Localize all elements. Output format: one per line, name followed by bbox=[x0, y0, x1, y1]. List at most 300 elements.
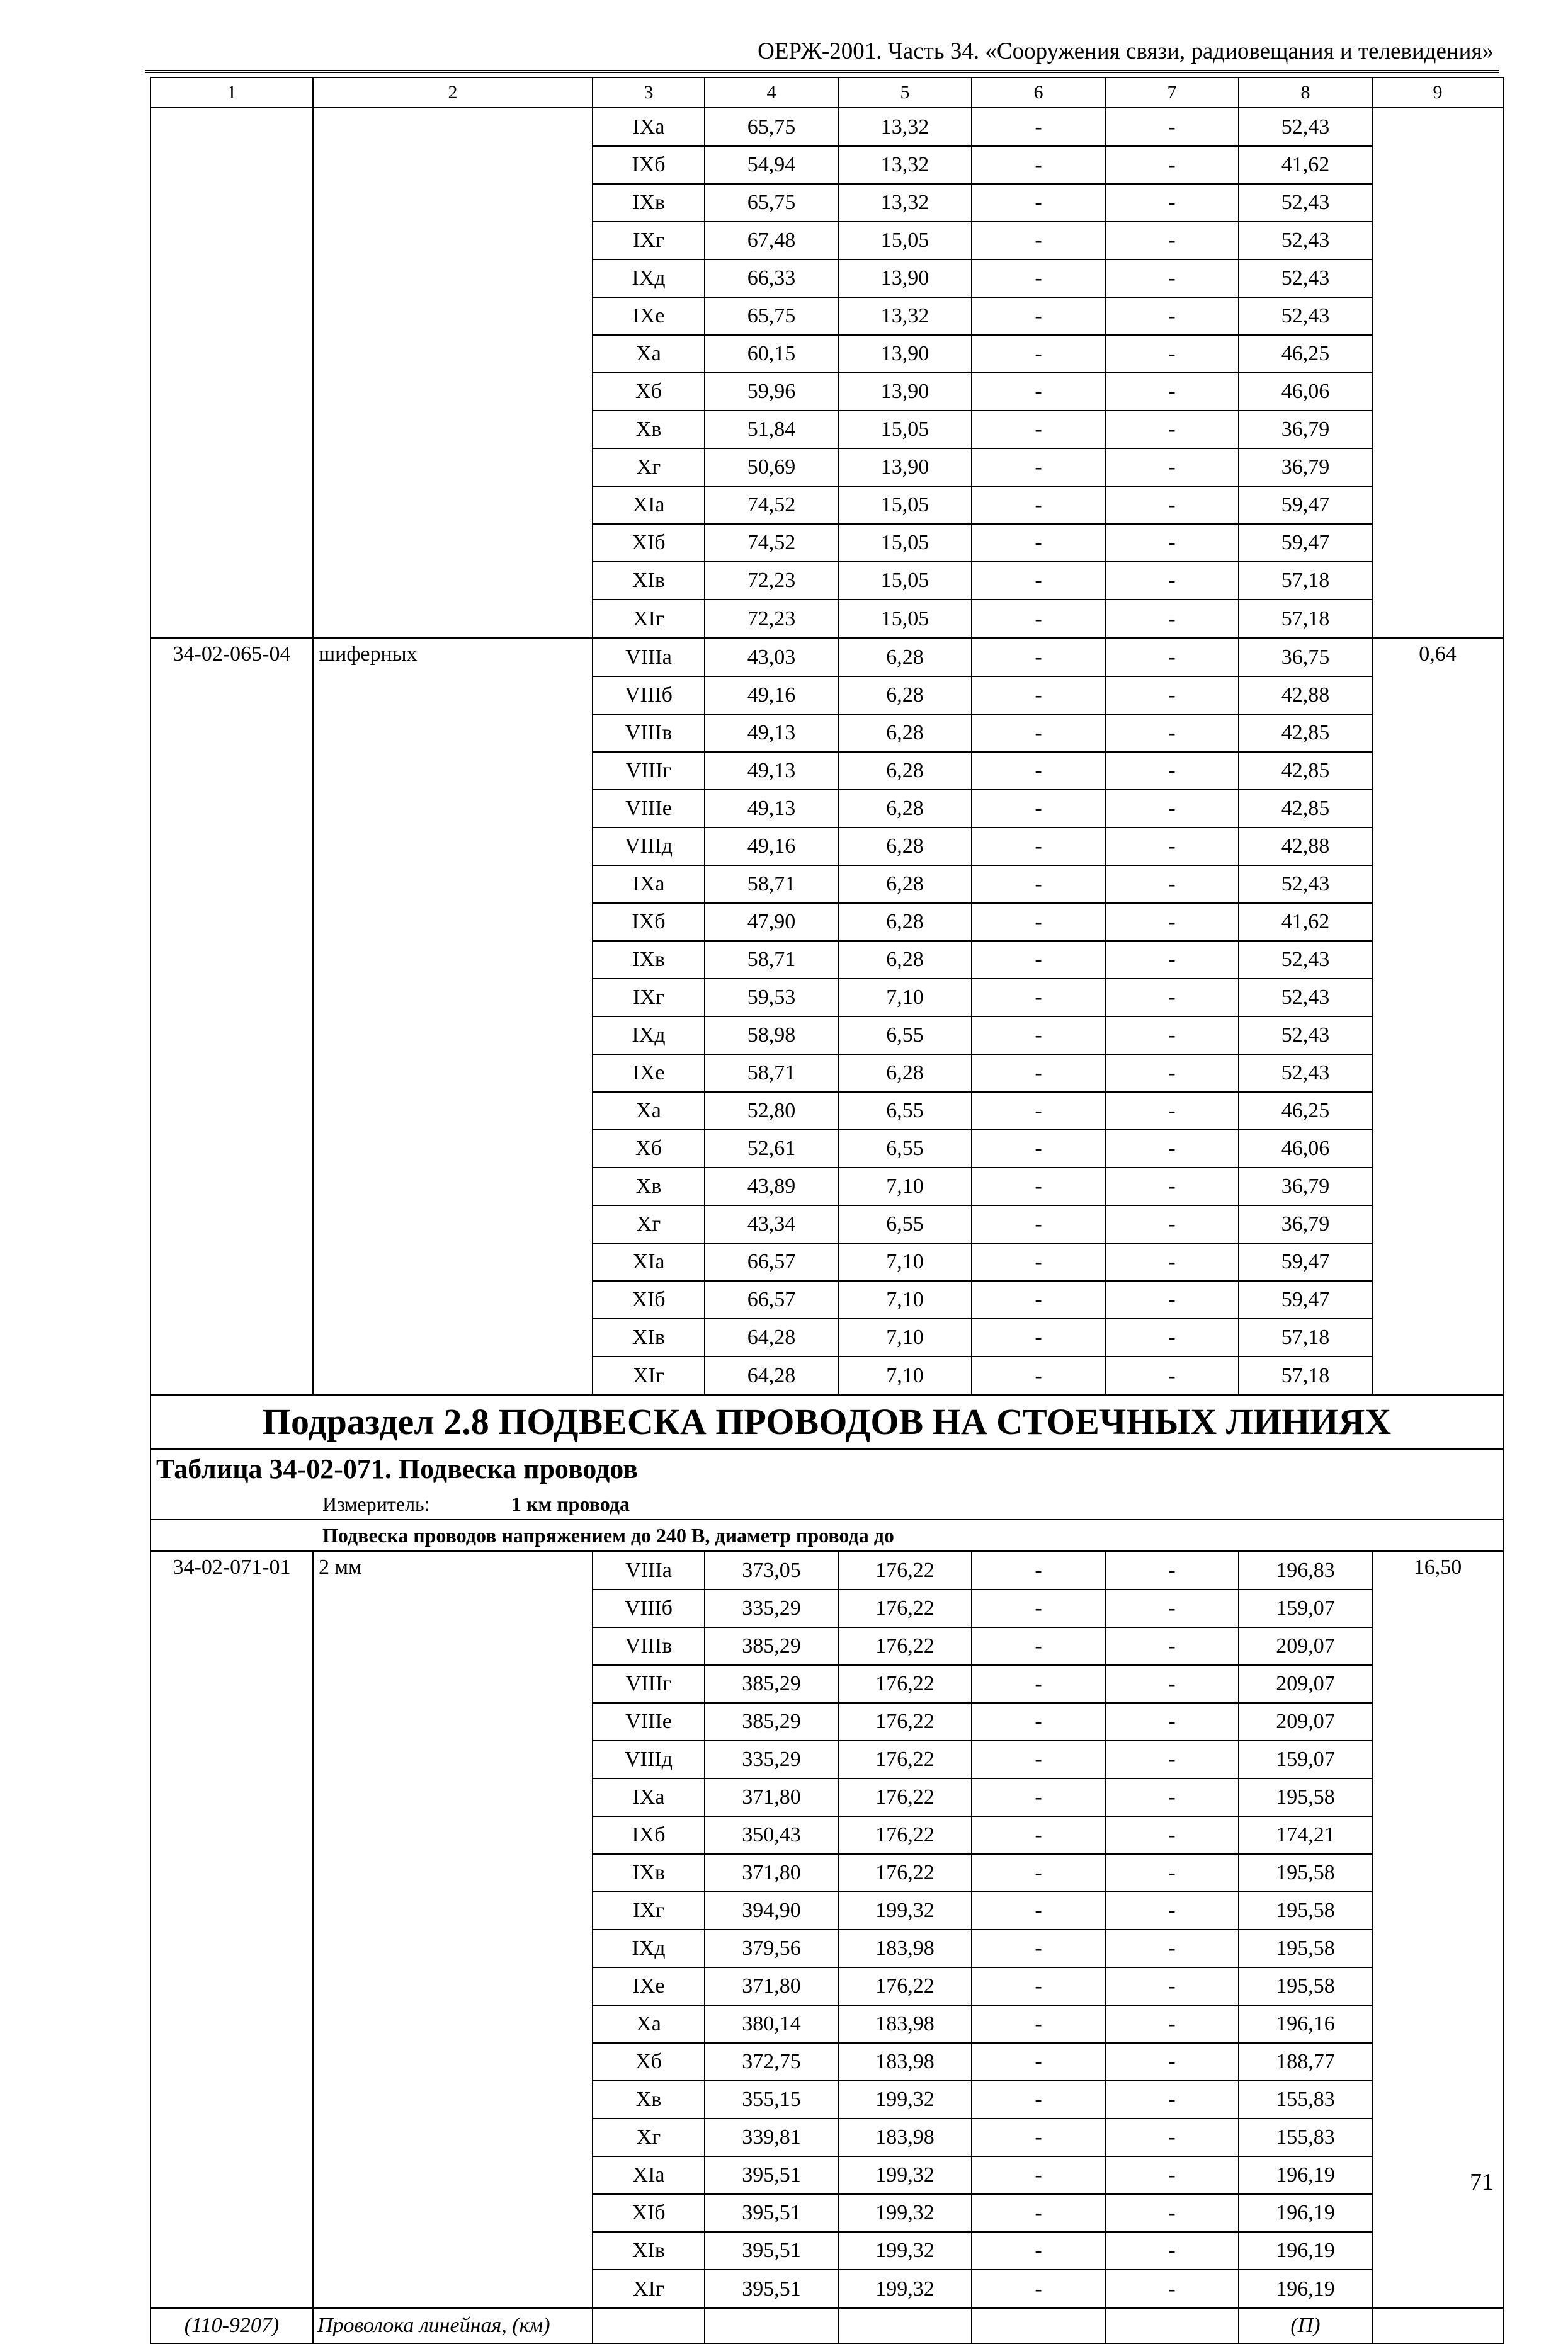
value-cell: 6,28 bbox=[838, 903, 972, 941]
value-cell: IXв bbox=[593, 941, 705, 979]
value-cell: - bbox=[1105, 1092, 1239, 1130]
value-cell: 196,16 bbox=[1239, 2005, 1372, 2043]
col9-cell bbox=[1372, 448, 1503, 486]
col9-cell bbox=[1372, 1741, 1503, 1778]
value-cell: 59,47 bbox=[1239, 486, 1372, 524]
value-cell: - bbox=[1105, 714, 1239, 752]
name-cell bbox=[313, 714, 593, 752]
value-cell: IXд bbox=[593, 259, 705, 297]
table-row bbox=[151, 2005, 1503, 2043]
value-cell: - bbox=[972, 108, 1105, 146]
value-cell: XIа bbox=[593, 1243, 705, 1281]
table-row bbox=[151, 828, 1503, 865]
name-cell bbox=[313, 676, 593, 714]
value-cell: 380,14 bbox=[705, 2005, 838, 2043]
value-cell: - bbox=[972, 903, 1105, 941]
code-cell bbox=[151, 865, 313, 903]
value-cell: IXд bbox=[593, 1016, 705, 1054]
value-cell: - bbox=[972, 297, 1105, 335]
value-cell: VIIIв bbox=[593, 714, 705, 752]
value-cell: 176,22 bbox=[838, 1816, 972, 1854]
subsection-row bbox=[151, 1395, 1503, 1449]
name-cell bbox=[313, 865, 593, 903]
column-number-row bbox=[151, 77, 1503, 108]
name-cell bbox=[313, 1205, 593, 1243]
value-cell: 58,98 bbox=[705, 1016, 838, 1054]
value-cell: - bbox=[972, 335, 1105, 373]
value-cell: - bbox=[972, 1016, 1105, 1054]
value-cell: Xа bbox=[593, 1092, 705, 1130]
value-cell: 66,57 bbox=[705, 1281, 838, 1319]
value-cell: 6,28 bbox=[838, 828, 972, 865]
name-cell bbox=[313, 524, 593, 562]
value-cell: Xг bbox=[593, 448, 705, 486]
section-desc: Подвеска проводов напряжением до 240 В, диаметр провода до bbox=[322, 1524, 894, 1547]
value-cell: - bbox=[972, 2194, 1105, 2232]
value-cell: 60,15 bbox=[705, 335, 838, 373]
col9-cell bbox=[1372, 1092, 1503, 1130]
code-cell bbox=[151, 108, 313, 146]
code-cell bbox=[151, 1205, 313, 1243]
value-cell: - bbox=[1105, 1281, 1239, 1319]
col9-cell bbox=[1372, 259, 1503, 297]
value-cell: - bbox=[972, 1130, 1105, 1168]
name-cell bbox=[313, 146, 593, 184]
value-cell: 335,29 bbox=[705, 1590, 838, 1627]
col9-cell bbox=[1372, 146, 1503, 184]
value-cell: 7,10 bbox=[838, 1243, 972, 1281]
value-cell: - bbox=[972, 1741, 1105, 1778]
col9-cell bbox=[1372, 979, 1503, 1016]
value-cell: - bbox=[972, 790, 1105, 828]
value-cell: - bbox=[972, 222, 1105, 259]
name-cell bbox=[313, 1703, 593, 1741]
name-cell bbox=[313, 2270, 593, 2308]
value-cell: - bbox=[972, 1967, 1105, 2005]
col9-cell bbox=[1372, 1281, 1503, 1319]
value-cell: 395,51 bbox=[705, 2194, 838, 2232]
name-cell bbox=[313, 2194, 593, 2232]
value-cell: - bbox=[972, 486, 1105, 524]
value-cell: 36,79 bbox=[1239, 1168, 1372, 1205]
value-cell: - bbox=[972, 1281, 1105, 1319]
value-cell: - bbox=[972, 1054, 1105, 1092]
value-cell: 155,83 bbox=[1239, 2119, 1372, 2156]
value-cell: 52,43 bbox=[1239, 1016, 1372, 1054]
value-cell: - bbox=[972, 2081, 1105, 2119]
value-cell: - bbox=[1105, 2081, 1239, 2119]
value-cell: IXа bbox=[593, 865, 705, 903]
value-cell: - bbox=[972, 1092, 1105, 1130]
value-cell: IXе bbox=[593, 1054, 705, 1092]
table-row bbox=[151, 1357, 1503, 1395]
table-row bbox=[151, 1816, 1503, 1854]
col9-cell bbox=[1372, 1703, 1503, 1741]
value-cell: 66,57 bbox=[705, 1243, 838, 1281]
col9-cell bbox=[1372, 297, 1503, 335]
value-cell: 7,10 bbox=[838, 1168, 972, 1205]
value-cell: VIIIд bbox=[593, 1741, 705, 1778]
code-cell: 34-02-065-04 bbox=[151, 638, 313, 676]
table-row bbox=[151, 2081, 1503, 2119]
value-cell: - bbox=[972, 524, 1105, 562]
value-cell: 6,28 bbox=[838, 676, 972, 714]
value-cell: 13,32 bbox=[838, 297, 972, 335]
value-cell: 59,47 bbox=[1239, 1281, 1372, 1319]
value-cell: VIIIг bbox=[593, 752, 705, 790]
col9-cell bbox=[1372, 2119, 1503, 2156]
code-cell bbox=[151, 373, 313, 411]
col9-cell bbox=[1372, 903, 1503, 941]
value-cell: 176,22 bbox=[838, 1741, 972, 1778]
value-cell: - bbox=[972, 979, 1105, 1016]
value-cell: - bbox=[1105, 1665, 1239, 1703]
value-cell: 385,29 bbox=[705, 1665, 838, 1703]
value-cell: - bbox=[972, 146, 1105, 184]
value-cell: 6,28 bbox=[838, 865, 972, 903]
value-cell: 373,05 bbox=[705, 1551, 838, 1590]
value-cell: 59,96 bbox=[705, 373, 838, 411]
name-cell bbox=[313, 600, 593, 638]
code-cell bbox=[151, 1054, 313, 1092]
value-cell: - bbox=[1105, 1967, 1239, 2005]
code-cell bbox=[151, 714, 313, 752]
value-cell: XIв bbox=[593, 1319, 705, 1357]
table-row bbox=[151, 562, 1503, 600]
value-cell: 196,19 bbox=[1239, 2194, 1372, 2232]
col9-cell bbox=[1372, 676, 1503, 714]
value-cell: 379,56 bbox=[705, 1930, 838, 1967]
col9-cell bbox=[1372, 1892, 1503, 1930]
value-cell: Xв bbox=[593, 2081, 705, 2119]
code-cell bbox=[151, 562, 313, 600]
col9-cell bbox=[1372, 1168, 1503, 1205]
value-cell: - bbox=[1105, 600, 1239, 638]
name-cell bbox=[313, 1816, 593, 1854]
value-cell: 176,22 bbox=[838, 1703, 972, 1741]
column-number: 5 bbox=[838, 77, 972, 108]
col9-cell: 0,64 bbox=[1372, 638, 1503, 676]
value-cell: 6,28 bbox=[838, 790, 972, 828]
value-cell: 209,07 bbox=[1239, 1665, 1372, 1703]
value-cell: - bbox=[972, 2270, 1105, 2308]
table-row bbox=[151, 1281, 1503, 1319]
value-cell: - bbox=[972, 1168, 1105, 1205]
code-cell bbox=[151, 941, 313, 979]
column-number: 9 bbox=[1372, 77, 1503, 108]
value-cell: 176,22 bbox=[838, 1551, 972, 1590]
value-cell: 36,75 bbox=[1239, 638, 1372, 676]
header-title: ОЕРЖ-2001. Часть 34. «Сооружения связи, радиовещания и телевидения» bbox=[758, 38, 1494, 64]
value-cell: - bbox=[972, 2119, 1105, 2156]
name-cell bbox=[313, 941, 593, 979]
code-cell bbox=[151, 146, 313, 184]
table-row bbox=[151, 2119, 1503, 2156]
value-cell: - bbox=[1105, 638, 1239, 676]
value-cell: 58,71 bbox=[705, 865, 838, 903]
col9-cell bbox=[1372, 865, 1503, 903]
table-title: Таблица 34-02-071. Подвеска проводов bbox=[151, 1449, 1503, 1489]
name-cell bbox=[313, 1590, 593, 1627]
col9-cell bbox=[1372, 1054, 1503, 1092]
table-title-row bbox=[151, 1449, 1503, 1489]
measure-row bbox=[151, 1489, 1503, 1520]
value-cell: 52,61 bbox=[705, 1130, 838, 1168]
value-cell: - bbox=[1105, 1854, 1239, 1892]
name-cell: шиферных bbox=[313, 638, 593, 676]
value-cell: XIв bbox=[593, 562, 705, 600]
table-row bbox=[151, 1627, 1503, 1665]
col9-cell bbox=[1372, 1130, 1503, 1168]
value-cell: 176,22 bbox=[838, 1778, 972, 1816]
table-row bbox=[151, 259, 1503, 297]
value-cell: 7,10 bbox=[838, 979, 972, 1016]
code-cell bbox=[151, 411, 313, 448]
col9-cell bbox=[1372, 1967, 1503, 2005]
col9-cell bbox=[1372, 600, 1503, 638]
value-cell: VIIIе bbox=[593, 1703, 705, 1741]
name-cell bbox=[313, 2043, 593, 2081]
code-cell bbox=[151, 1590, 313, 1627]
value-cell: - bbox=[1105, 2232, 1239, 2270]
name-cell bbox=[313, 1054, 593, 1092]
value-cell: - bbox=[972, 1778, 1105, 1816]
col9-cell bbox=[1372, 2194, 1503, 2232]
value-cell: - bbox=[1105, 222, 1239, 259]
value-cell: - bbox=[972, 941, 1105, 979]
value-cell: - bbox=[1105, 1551, 1239, 1590]
value-cell: 183,98 bbox=[838, 2043, 972, 2081]
value-cell: 176,22 bbox=[838, 1967, 972, 2005]
value-cell: - bbox=[972, 448, 1105, 486]
value-cell: 65,75 bbox=[705, 184, 838, 222]
col9-cell bbox=[1372, 108, 1503, 146]
value-cell: IXг bbox=[593, 222, 705, 259]
value-cell: 52,43 bbox=[1239, 222, 1372, 259]
value-cell: 59,53 bbox=[705, 979, 838, 1016]
name-cell bbox=[313, 752, 593, 790]
value-cell: - bbox=[972, 2005, 1105, 2043]
col9-cell bbox=[1372, 1778, 1503, 1816]
value-cell: - bbox=[1105, 486, 1239, 524]
value-cell: 195,58 bbox=[1239, 1854, 1372, 1892]
value-cell: - bbox=[1105, 297, 1239, 335]
col9-cell bbox=[1372, 373, 1503, 411]
value-cell: 57,18 bbox=[1239, 1357, 1372, 1395]
name-cell bbox=[313, 979, 593, 1016]
value-cell: 209,07 bbox=[1239, 1703, 1372, 1741]
value-cell: 52,80 bbox=[705, 1092, 838, 1130]
col9-cell bbox=[1372, 714, 1503, 752]
value-cell: Xг bbox=[593, 2119, 705, 2156]
value-cell: 6,55 bbox=[838, 1092, 972, 1130]
value-cell: 371,80 bbox=[705, 1778, 838, 1816]
value-cell: - bbox=[1105, 1319, 1239, 1357]
col9-cell bbox=[1372, 1016, 1503, 1054]
value-cell: 6,28 bbox=[838, 752, 972, 790]
value-cell: 15,05 bbox=[838, 562, 972, 600]
value-cell: XIа bbox=[593, 486, 705, 524]
value-cell: 15,05 bbox=[838, 486, 972, 524]
code-cell bbox=[151, 2119, 313, 2156]
value-cell: - bbox=[972, 411, 1105, 448]
code-cell: 34-02-071-01 bbox=[151, 1551, 313, 1590]
col9-cell bbox=[1372, 335, 1503, 373]
code-cell bbox=[151, 1016, 313, 1054]
value-cell: 6,55 bbox=[838, 1130, 972, 1168]
value-cell: 159,07 bbox=[1239, 1590, 1372, 1627]
value-cell: 385,29 bbox=[705, 1627, 838, 1665]
value-cell: - bbox=[972, 1816, 1105, 1854]
value-cell: 196,19 bbox=[1239, 2232, 1372, 2270]
name-cell: 2 мм bbox=[313, 1551, 593, 1590]
col9-cell bbox=[1372, 1319, 1503, 1357]
value-cell: 199,32 bbox=[838, 2232, 972, 2270]
col9-cell bbox=[1372, 562, 1503, 600]
value-cell: 52,43 bbox=[1239, 979, 1372, 1016]
value-cell: IXг bbox=[593, 979, 705, 1016]
value-cell: 57,18 bbox=[1239, 1319, 1372, 1357]
value-cell: - bbox=[972, 1703, 1105, 1741]
name-cell bbox=[313, 486, 593, 524]
value-cell: Xа bbox=[593, 335, 705, 373]
value-cell: - bbox=[1105, 2194, 1239, 2232]
value-cell: VIIIа bbox=[593, 1551, 705, 1590]
value-cell: 43,03 bbox=[705, 638, 838, 676]
value-cell: 195,58 bbox=[1239, 1892, 1372, 1930]
value-cell: VIIIб bbox=[593, 1590, 705, 1627]
section-desc-cell bbox=[151, 1520, 1503, 1551]
value-cell: - bbox=[1105, 259, 1239, 297]
table-row bbox=[151, 1967, 1503, 2005]
value-cell: 57,18 bbox=[1239, 562, 1372, 600]
value-cell: 199,32 bbox=[838, 2194, 972, 2232]
col9-cell: 16,50 bbox=[1372, 1551, 1503, 1590]
table-row bbox=[151, 1168, 1503, 1205]
value-cell: 13,90 bbox=[838, 259, 972, 297]
value-cell: Xв bbox=[593, 1168, 705, 1205]
value-cell: 209,07 bbox=[1239, 1627, 1372, 1665]
name-cell bbox=[313, 184, 593, 222]
col9-cell bbox=[1372, 1243, 1503, 1281]
value-cell: 13,32 bbox=[838, 108, 972, 146]
value-cell: - bbox=[1105, 2270, 1239, 2308]
value-cell: XIа bbox=[593, 2156, 705, 2194]
value-cell: 395,51 bbox=[705, 2232, 838, 2270]
col9-cell bbox=[1372, 1816, 1503, 1854]
col9-cell bbox=[1372, 486, 1503, 524]
value-cell: 42,88 bbox=[1239, 676, 1372, 714]
col9-cell bbox=[1372, 411, 1503, 448]
table-row bbox=[151, 2156, 1503, 2194]
code-cell bbox=[151, 1319, 313, 1357]
value-cell: 49,13 bbox=[705, 714, 838, 752]
name-cell bbox=[313, 1930, 593, 1967]
name-cell bbox=[313, 1319, 593, 1357]
resource-code: (110-9207) bbox=[151, 2308, 313, 2343]
col9-cell bbox=[1372, 1854, 1503, 1892]
value-cell: IXв bbox=[593, 184, 705, 222]
measure-label: Измеритель: bbox=[322, 1493, 430, 1515]
code-cell bbox=[151, 1281, 313, 1319]
value-cell: - bbox=[972, 676, 1105, 714]
value-cell: - bbox=[1105, 790, 1239, 828]
value-cell: 6,28 bbox=[838, 1054, 972, 1092]
value-cell: 66,33 bbox=[705, 259, 838, 297]
value-cell: - bbox=[972, 1892, 1105, 1930]
value-cell: - bbox=[972, 1930, 1105, 1967]
value-cell: - bbox=[1105, 1205, 1239, 1243]
value-cell: - bbox=[1105, 2005, 1239, 2043]
col9-cell bbox=[1372, 1665, 1503, 1703]
empty-cell bbox=[705, 2308, 838, 2343]
table-row bbox=[151, 1016, 1503, 1054]
value-cell: - bbox=[1105, 448, 1239, 486]
code-cell bbox=[151, 2156, 313, 2194]
value-cell: - bbox=[972, 752, 1105, 790]
value-cell: - bbox=[972, 1627, 1105, 1665]
value-cell: 49,13 bbox=[705, 790, 838, 828]
value-cell: 51,84 bbox=[705, 411, 838, 448]
value-cell: 7,10 bbox=[838, 1357, 972, 1395]
name-cell bbox=[313, 108, 593, 146]
name-cell bbox=[313, 2232, 593, 2270]
value-cell: 395,51 bbox=[705, 2156, 838, 2194]
name-cell bbox=[313, 1665, 593, 1703]
value-cell: - bbox=[972, 1319, 1105, 1357]
value-cell: 59,47 bbox=[1239, 1243, 1372, 1281]
value-cell: 371,80 bbox=[705, 1967, 838, 2005]
value-cell: 64,28 bbox=[705, 1357, 838, 1395]
value-cell: - bbox=[972, 638, 1105, 676]
value-cell: - bbox=[1105, 108, 1239, 146]
table-row bbox=[151, 676, 1503, 714]
value-cell: XIб bbox=[593, 1281, 705, 1319]
col9-cell bbox=[1372, 2232, 1503, 2270]
name-cell bbox=[313, 903, 593, 941]
name-cell bbox=[313, 1281, 593, 1319]
value-cell: - bbox=[1105, 562, 1239, 600]
value-cell: - bbox=[972, 562, 1105, 600]
value-cell: Xв bbox=[593, 411, 705, 448]
value-cell: - bbox=[972, 373, 1105, 411]
value-cell: 350,43 bbox=[705, 1816, 838, 1854]
value-cell: IXб bbox=[593, 903, 705, 941]
col9-cell bbox=[1372, 1627, 1503, 1665]
col9-cell bbox=[1372, 1357, 1503, 1395]
code-cell bbox=[151, 2005, 313, 2043]
column-number: 7 bbox=[1105, 77, 1239, 108]
value-cell: VIIIг bbox=[593, 1665, 705, 1703]
name-cell bbox=[313, 1168, 593, 1205]
code-cell bbox=[151, 903, 313, 941]
table-row bbox=[151, 2270, 1503, 2308]
table-row bbox=[151, 714, 1503, 752]
value-cell: - bbox=[972, 1551, 1105, 1590]
section-desc-row bbox=[151, 1520, 1503, 1551]
value-cell: 6,28 bbox=[838, 714, 972, 752]
value-cell: - bbox=[972, 184, 1105, 222]
value-cell: 42,88 bbox=[1239, 828, 1372, 865]
value-cell: 195,58 bbox=[1239, 1967, 1372, 2005]
value-cell: 49,16 bbox=[705, 828, 838, 865]
name-cell bbox=[313, 790, 593, 828]
value-cell: - bbox=[1105, 1054, 1239, 1092]
code-cell bbox=[151, 1892, 313, 1930]
table-row bbox=[151, 1892, 1503, 1930]
value-cell: - bbox=[1105, 752, 1239, 790]
value-cell: 196,19 bbox=[1239, 2156, 1372, 2194]
